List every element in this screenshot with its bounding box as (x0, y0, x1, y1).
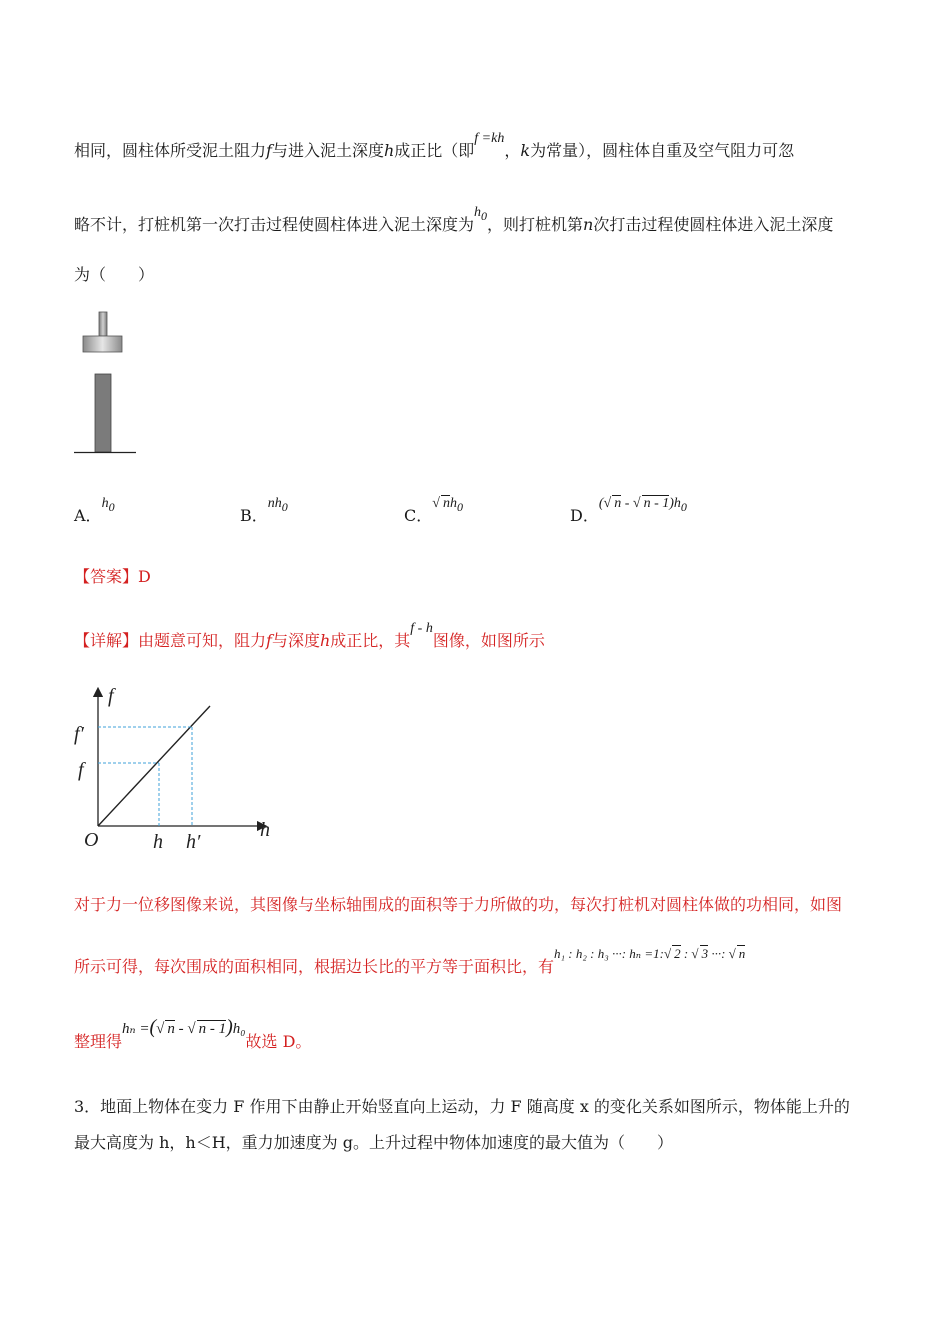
option-d[interactable] (570, 496, 687, 529)
sub: 0 (108, 499, 115, 514)
pile-driver-figure (70, 308, 142, 456)
var-k: k (520, 141, 531, 160)
minus: - (174, 1021, 188, 1037)
radicand: n (167, 1021, 175, 1037)
text: 略不计，打桩机第一次打击过程使圆柱体进入泥土深度为 (74, 215, 475, 234)
var-h: h (383, 141, 395, 160)
answer-label: 【答案】 (74, 567, 139, 586)
detail-label: 【详解】 (74, 631, 139, 650)
radicand: n - 1 (198, 1021, 227, 1037)
ratio-formula (554, 946, 745, 961)
origin-label: O (84, 829, 99, 851)
var-h: h (319, 631, 331, 650)
x-axis-label: h (260, 819, 270, 841)
radicand: n - 1 (643, 496, 670, 511)
hammer-shaft (99, 312, 107, 336)
var-f: f (266, 631, 272, 650)
option-b-formula (267, 496, 288, 514)
text: 由题意可知，阻力 (138, 631, 267, 650)
option-d-formula (598, 496, 687, 514)
paren: ( (149, 1016, 157, 1038)
option-c[interactable] (404, 496, 463, 529)
problem3-line1: 3．地面上物体在变力 F 作用下由静止开始竖直向上运动，力 F 随高度 x 的变化关系如图所示，物体能上升的 (74, 1097, 850, 1116)
minus: - (621, 496, 633, 511)
y-axis-label: f (108, 686, 114, 707)
option-a-formula (101, 496, 115, 514)
text: 为常量），圆柱体自重及空气阻力可忽 (530, 141, 795, 160)
h-prime-label: h′ (186, 831, 201, 853)
radical-sign: √ (663, 946, 672, 961)
text: 故选 D。 (245, 1032, 312, 1051)
problem2-line2 (74, 205, 834, 241)
option-b[interactable] (240, 496, 288, 529)
text: 相同，圆柱体所受泥土阻力 (74, 141, 267, 160)
radicand: n (614, 496, 622, 511)
radical-sign: √ (156, 1021, 165, 1037)
radicand: n (738, 946, 746, 961)
h: h (474, 205, 482, 220)
hn-formula (122, 1016, 246, 1038)
var-f: f (266, 141, 272, 160)
sub: 0 (481, 208, 488, 223)
h: h (449, 496, 457, 511)
hn-lhs: hₙ = (122, 1021, 150, 1037)
f-h-graph (70, 686, 280, 856)
hammer-head (83, 336, 122, 352)
option-b-label: B． (240, 506, 268, 525)
h-label: h (153, 831, 163, 853)
formula-f-kh: f =kh (474, 131, 505, 146)
h: h (673, 496, 681, 511)
radicand: n (442, 496, 450, 511)
text: 与进入泥土深度 (271, 141, 384, 160)
option-d-label: D． (570, 506, 599, 525)
f-prime-label: f′ (74, 723, 84, 745)
var-n: n (583, 215, 594, 234)
formula-f-h: f - h (410, 621, 433, 636)
radical-sign: √ (432, 496, 440, 511)
problem2-line1 (74, 131, 795, 164)
text: 所示可得，每次围成的面积相同，根据边长比的平方等于面积比，有 (74, 957, 555, 976)
radical-sign: √ (728, 946, 736, 961)
paren: ) (226, 1016, 233, 1038)
option-c-formula (432, 496, 463, 514)
radical-sign: √ (691, 946, 699, 961)
answer-value: D (138, 567, 151, 586)
text: 成正比，其 (330, 631, 411, 650)
sep: : (680, 946, 692, 961)
para-line3 (74, 1016, 312, 1054)
para-line1: 对于力一位移图像来说，其图像与坐标轴围成的面积等于力所做的功，每次打桩机对圆柱体做的功相同，如图 (74, 895, 843, 914)
h: h (101, 496, 109, 511)
radicand: 3 (701, 946, 709, 961)
f-label: f (78, 759, 84, 781)
text: ，则打桩机第 (487, 215, 584, 234)
text: ， (504, 141, 521, 160)
text: 次打击过程使圆柱体进入泥土深度 (593, 215, 834, 234)
paren: ( (598, 496, 604, 511)
text: 图像，如图所示 (432, 631, 545, 650)
ratio-lhs: h₁ : h₂ : h₃ ···: hₙ =1: (554, 946, 664, 961)
nh: nh (267, 496, 282, 511)
radical-sign: √ (187, 1021, 196, 1037)
sep: ···: (708, 946, 729, 961)
option-a-label: A． (74, 506, 102, 525)
formula-h0 (474, 205, 488, 223)
pile-cylinder (95, 374, 111, 452)
sub: 0 (456, 499, 463, 514)
answer-line (74, 566, 151, 588)
text: 与深度 (271, 631, 320, 650)
sub: 0 (281, 499, 288, 514)
option-c-label: C． (404, 506, 433, 525)
sub: 0 (680, 499, 687, 514)
paren: ) (669, 496, 674, 511)
radical-sign: √ (632, 496, 641, 511)
proportional-line (98, 706, 210, 826)
text: 整理得 (74, 1032, 123, 1051)
radicand: 2 (674, 946, 681, 961)
detail-line (74, 621, 545, 654)
radical-sign: √ (603, 496, 612, 511)
problem2-line3: 为（ ） (74, 265, 155, 284)
option-a[interactable] (74, 496, 115, 529)
text: 成正比（即 (394, 141, 475, 160)
h0: h₀ (232, 1021, 246, 1037)
problem3-line2: 最大高度为 h，h＜H，重力加速度为 g。上升过程中物体加速度的最大值为（ ） (74, 1133, 673, 1152)
